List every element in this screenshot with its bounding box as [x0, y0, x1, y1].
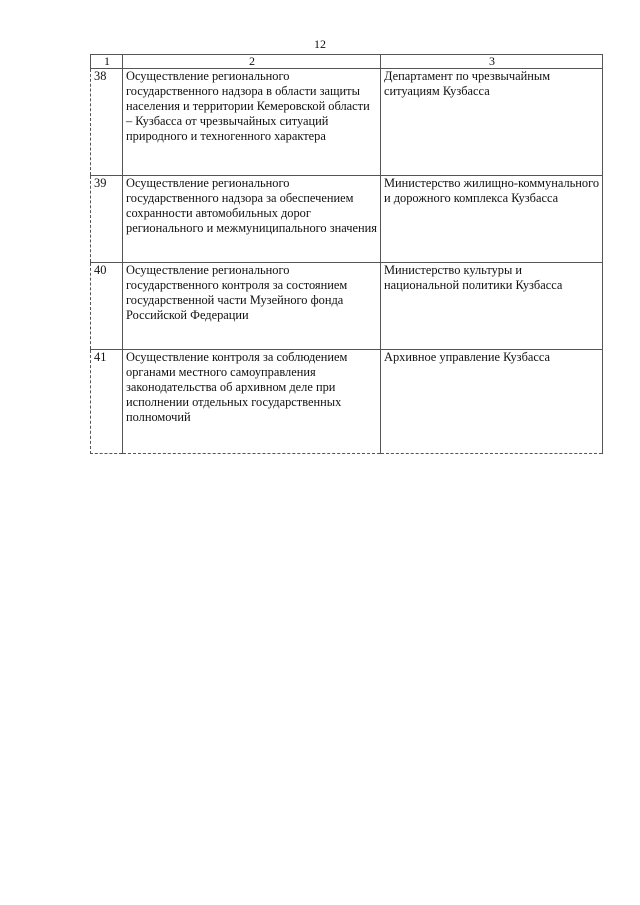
- column-header-activity: 2: [123, 55, 381, 69]
- activity-cell: Осуществление контроля за соблюдением органами местного самоуправления законодательства об архивном деле при исполнении отдельных государственных полномочий: [123, 350, 381, 454]
- activity-cell: Осуществление регионального государственного контроля за состоянием государственной части Музейного фонда Российской Федерации: [123, 263, 381, 350]
- organ-cell: Архивное управление Кузбасса: [381, 350, 603, 454]
- organ-cell: Министерство культуры и национальной политики Кузбасса: [381, 263, 603, 350]
- page-number: 12: [314, 37, 326, 51]
- column-header-number: 1: [91, 55, 123, 69]
- row-number: 39: [91, 176, 123, 263]
- table-row: [91, 69, 603, 176]
- organ-cell: Министерство жилищно-коммунального и дорожного комплекса Кузбасса: [381, 176, 603, 263]
- table-header-row: [91, 55, 603, 69]
- table-row: [91, 176, 603, 263]
- table-row: [91, 350, 603, 454]
- row-number: 38: [91, 69, 123, 176]
- row-number: 40: [91, 263, 123, 350]
- activity-cell: Осуществление регионального государственного надзора в области защиты населения и территории Кемеровской области – Кузбасса от чрезвычайных ситуаций природного и техногенного характера: [123, 69, 381, 176]
- row-number: 41: [91, 350, 123, 454]
- document-table: [90, 54, 603, 454]
- column-header-organ: 3: [381, 55, 603, 69]
- table-row: [91, 263, 603, 350]
- organ-cell: Департамент по чрезвычайным ситуациям Кузбасса: [381, 69, 603, 176]
- activity-cell: Осуществление регионального государственного надзора за обеспечением сохранности автомобильных дорог регионального и межмуниципального значения: [123, 176, 381, 263]
